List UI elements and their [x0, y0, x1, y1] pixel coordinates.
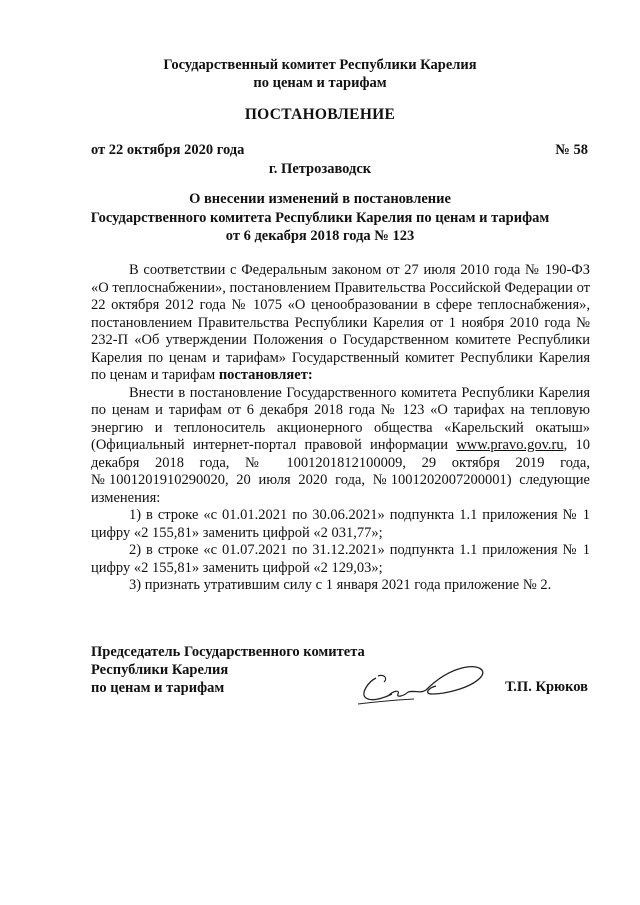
signatory-line-1: Председатель Государственного комитета [91, 644, 365, 660]
list-item-1: 1) в строке «с 01.01.2021 по 30.06.2021» подпункта 1.1 приложения № 1 цифру «2 155,81» заменить цифрой «2 031,77»; [91, 507, 590, 541]
issuer-header [0, 56, 640, 92]
document-body [91, 262, 590, 595]
document-subject [0, 190, 640, 246]
document-number: № 58 [555, 142, 588, 158]
amendment-text-before: Внести в постановление Государственного комитета Республики Карелия по ценам и тарифам от 6 декабря 2018 года № 123 «О тарифах на тепловую энергию и теплоноситель акционерного общества «Карельский окатыш» (Официальный интернет-портал правовой информации [91, 384, 590, 453]
preamble-paragraph [91, 262, 590, 385]
document-title: ПОСТАНОВЛЕНИЕ [244, 106, 396, 123]
subject-line-2: Государственного комитета Республики Карелия по ценам и тарифам [90, 209, 550, 226]
issuer-line-1: Государственный комитет Республики Карелия [163, 57, 477, 73]
amendment-paragraph [91, 385, 590, 508]
signatory-title [91, 643, 365, 697]
amendment-text-after: , 10 декабря 2018 года, № 1001201812100009, 29 октября 2019 года, №1001201910290020, 20 июля 2020 года, №1001202007200001) следующие изменения: [91, 437, 591, 506]
signatory-name: Т.П. Крюков [505, 679, 588, 695]
signatory-line-2: Республики Карелия [91, 662, 229, 678]
issuer-line-2: по ценам и тарифам [253, 75, 387, 91]
document-date: от 22 октября 2020 года [91, 142, 245, 158]
signatory-line-3: по ценам и тарифам [91, 680, 225, 696]
list-item-2: 2) в строке «с 01.07.2021 по 31.12.2021» подпункта 1.1 приложения № 1 цифру «2 155,81» заменить цифрой «2 129,03»; [91, 542, 590, 576]
pravo-link[interactable]: www.pravo.gov.ru [456, 437, 564, 453]
handwritten-signature [354, 664, 494, 706]
subject-line-1: О внесении изменений в постановление [189, 191, 451, 207]
document-city: г. Петрозаводск [268, 161, 372, 177]
list-item-3: 3) признать утратившим силу с 1 января 2021 года приложение № 2. [129, 577, 552, 593]
resolves-word: постановляет: [218, 367, 313, 383]
subject-line-3: от 6 декабря 2018 года № 123 [225, 228, 415, 244]
preamble-text: В соответствии с Федеральным законом от 27 июля 2010 года № 190-ФЗ «О теплоснабжении», постановлением Правительства Российской Федерации от 22 октября 2012 года № 1075 «О ценообразовании в сфере теплоснабжения», постановлением Правительства Республики Карелия от 1 ноября 2010 года № 232-П «Об утверждении Положения о Государственном комитете Республики Карелия по ценам и тарифам» Государственный комитет Республики Карелия по ценам и тарифам [91, 262, 590, 383]
